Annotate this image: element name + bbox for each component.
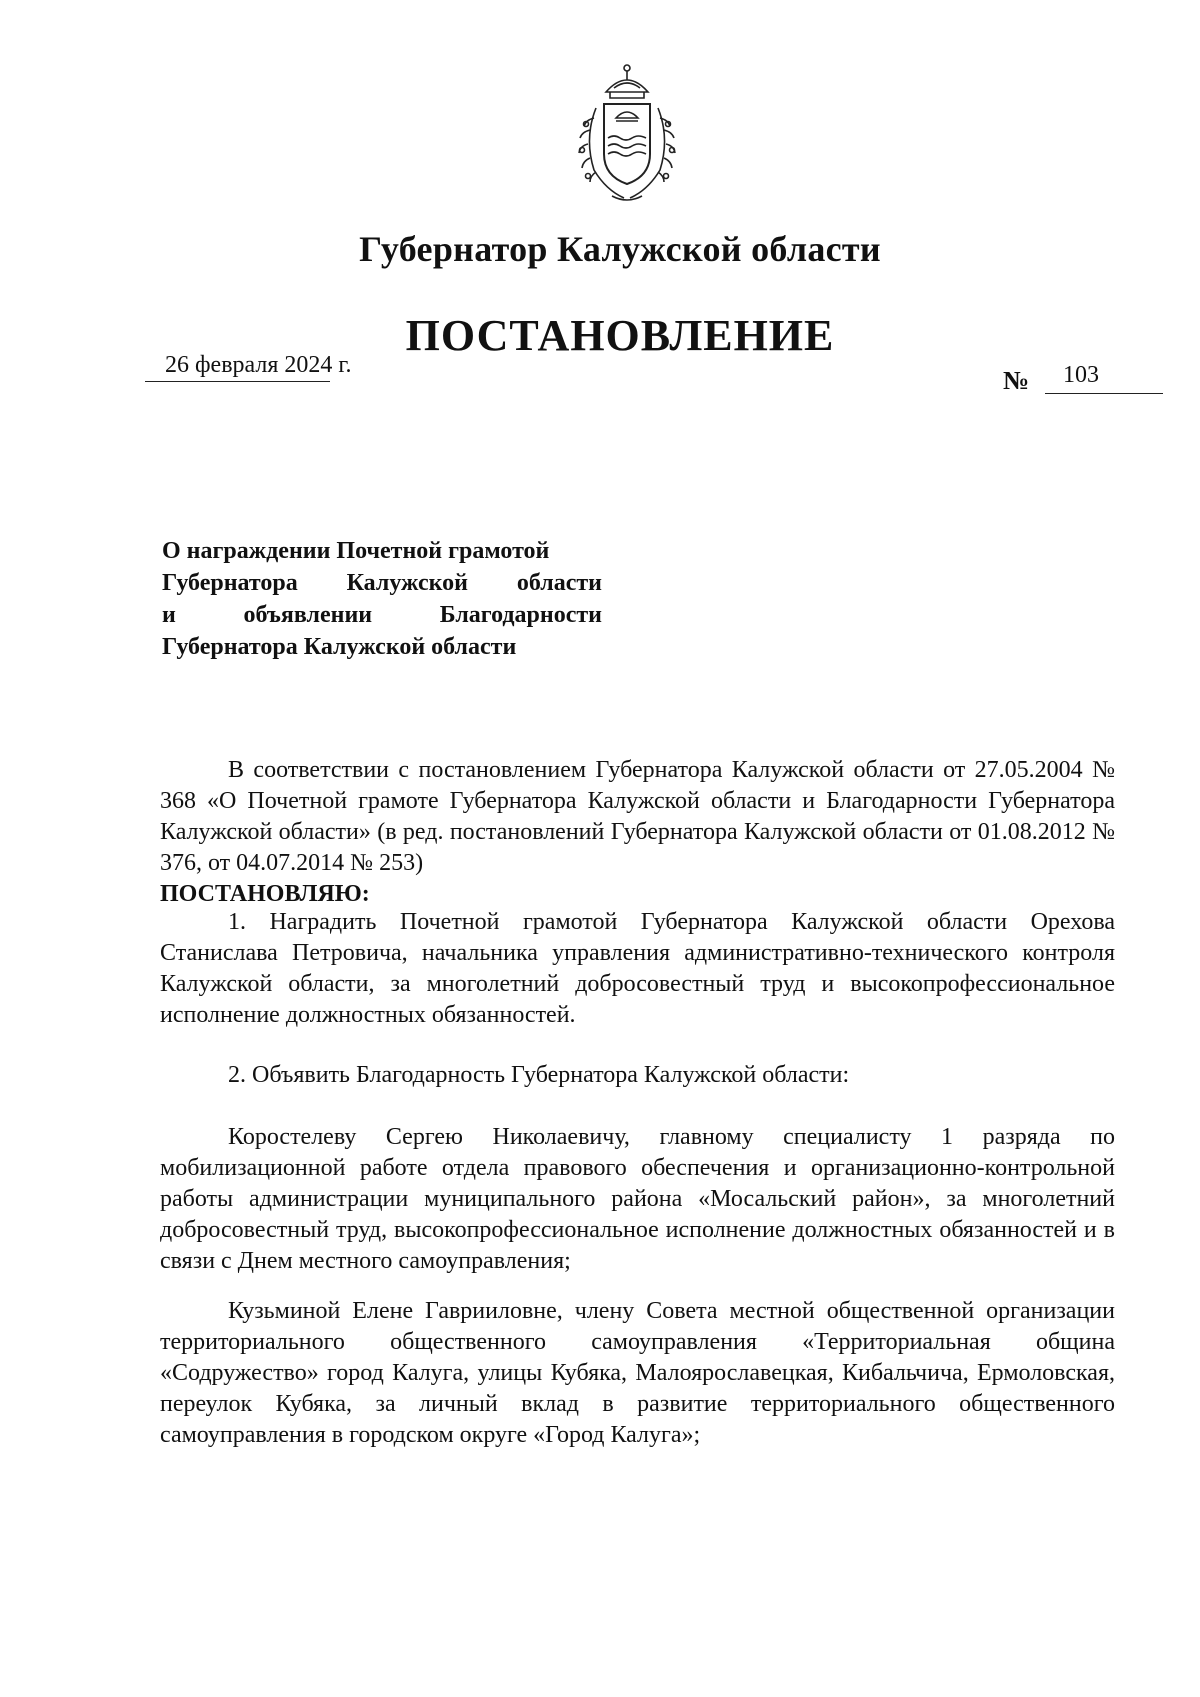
subject-word: области <box>516 570 602 596</box>
subject-word: Калужской <box>346 570 468 596</box>
intro-text: В соответствии с постановлением Губернатора Калужской области от 27.05.2004 № 368 «О Почетной грамоте Губернатора Калужской области и Благодарности Губернатора Калужской области» (в ред. постановлений Губернатора Калужской области от 01.08.2012 № 376, от 04.07.2014 № 253) <box>160 757 1115 876</box>
item-2-text: 2. Объявить Благодарность Губернатора Калужской области: <box>228 1062 850 1088</box>
date-value: 26 февраля 2024 г. <box>165 352 352 378</box>
date-underline <box>145 381 330 382</box>
item-1-paragraph <box>160 907 1115 1031</box>
subject-word: Губернатора <box>162 570 298 596</box>
subject-line: Губернатора Калужской области <box>162 634 517 660</box>
intro-paragraph <box>160 755 1115 910</box>
recipient-paragraph <box>160 1122 1115 1277</box>
subject-word: и <box>162 602 176 628</box>
subject-line <box>162 567 602 599</box>
subject-line: О награждении Почетной грамотой <box>162 538 550 564</box>
subject-word: объявлении <box>243 602 373 628</box>
organization-title: Губернатор Калужской области <box>359 229 881 269</box>
recipient-text: Коростелеву Сергею Николаевичу, главному специалисту 1 разряда по мобилизационной работе отдела правового обеспечения и организационно-контрольной работы администрации муниципального района «Мосальский район», за многолетний добросовестный труд, высокопрофессиональное исполнение должностных обязанностей и в связи с Днем местного самоуправления; <box>160 1124 1115 1274</box>
document-type-heading: ПОСТАНОВЛЕНИЕ <box>405 311 835 360</box>
resolve-heading: ПОСТАНОВЛЯЮ: <box>160 881 370 907</box>
number-sign: № <box>1003 366 1030 395</box>
recipient-text: Кузьминой Елене Гаврииловне, члену Совета местной общественной организации территориального общественного самоуправления «Территориальная община «Содружество» город Калуга, улицы Кубяка, Малоярославецкая, Кибальчича, Ермоловская, переулок Кубяка, за личный вклад в развитие территориального общественного самоуправления в городском округе «Город Калуга»; <box>160 1298 1115 1448</box>
subject-line <box>162 599 602 631</box>
document-subject <box>162 535 602 663</box>
subject-word: Благодарности <box>439 602 602 628</box>
number-underline <box>1045 393 1163 394</box>
item-2-paragraph <box>160 1060 1115 1091</box>
item-1-text: 1. Наградить Почетной грамотой Губернатора Калужской области Орехова Станислава Петровича, начальника управления административно-технического контроля Калужской области, за многолетний добросовестный труд и высокопрофессиональное исполнение должностных обязанностей. <box>160 909 1115 1028</box>
number-value: 103 <box>1063 362 1099 388</box>
recipient-paragraph <box>160 1296 1115 1451</box>
kaluga-coat-of-arms-icon <box>566 58 688 208</box>
